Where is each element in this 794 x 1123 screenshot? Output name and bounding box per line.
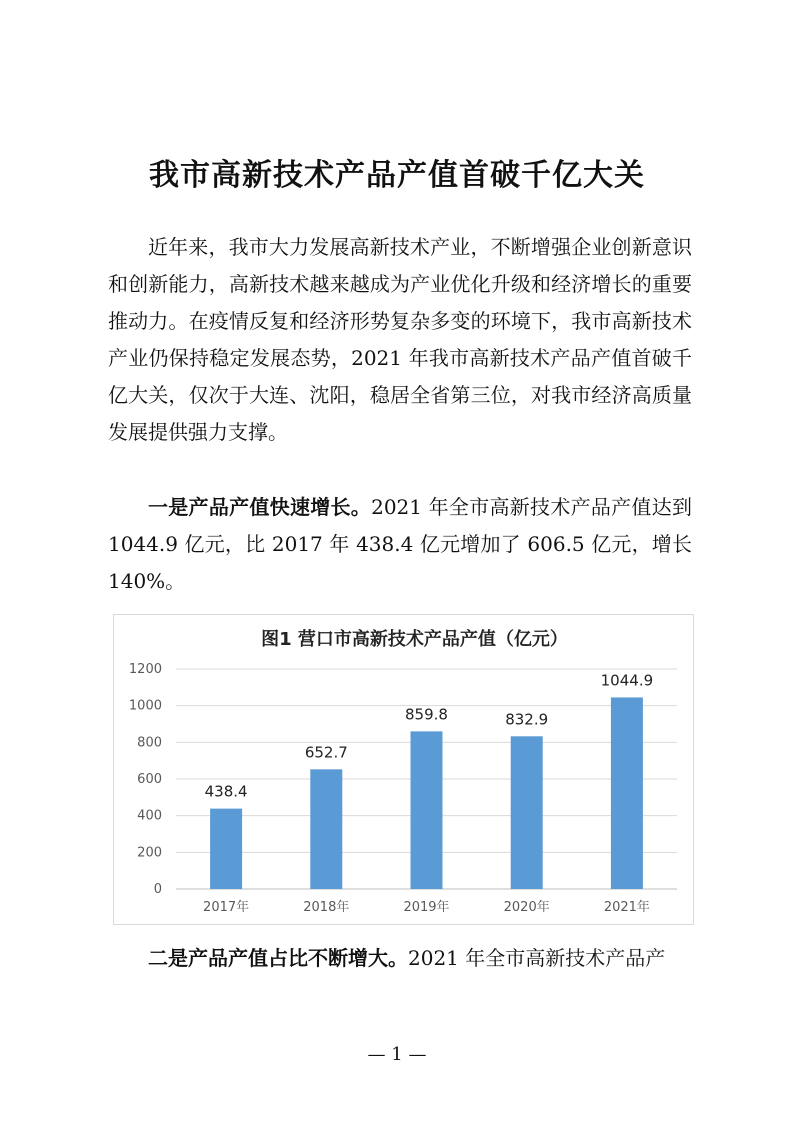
bar-value-label: 1044.9 [600, 671, 654, 690]
bar-value-label: 832.9 [505, 710, 549, 729]
section-2-lead: 二是产品产值占比不断增大。 [148, 946, 408, 970]
section-1-paragraph [108, 489, 692, 600]
y-tick-label: 1000 [128, 698, 162, 714]
x-tick-label: 2019年 [403, 900, 450, 915]
y-tick-label: 600 [137, 772, 162, 787]
bar-value-label: 438.4 [204, 782, 248, 801]
y-tick-label: 1200 [128, 662, 162, 677]
document-title: 我市高新技术产品产值首破千亿大关 [149, 158, 645, 193]
y-tick-label: 0 [153, 882, 162, 897]
bar [210, 809, 242, 889]
y-tick-label: 200 [137, 845, 162, 861]
intro-paragraph: 近年来，我市大力发展高新技术产业，不断增强企业创新意识和创新能力，高新技术越来越成为产业优化升级和经济增长的重要推动力。在疫情反复和经济形势复杂多变的环境下，我市高新技术产业仍保持稳定发展态势，2021 年我市高新技术产品产值首破千亿大关，仅次于大连、沈阳，稳居全省第三位，对我市经济高质量发展提供强力支撑。 [108, 235, 692, 444]
x-tick-label: 2018年 [303, 900, 350, 915]
section-2-paragraph [108, 940, 692, 977]
x-tick-label: 2021年 [603, 900, 650, 915]
bar [611, 697, 643, 889]
bar [411, 731, 443, 889]
section-2-text: 2021 年全市高新技术产品产 [408, 946, 666, 970]
x-tick-label: 2020年 [503, 900, 550, 915]
chart-title: 图1 营口市高新技术产品产值（亿元） [261, 629, 568, 650]
bar [310, 769, 342, 889]
y-tick-label: 400 [137, 808, 162, 824]
output-value-chart [113, 614, 694, 925]
section-1-text: 2021 年全市高新技术产品产值达到 1044.9 亿元，比 2017 年 438.4 亿元增加了 606.5 亿元，增长140%。 [108, 495, 692, 593]
bar-value-label: 652.7 [304, 743, 348, 762]
x-tick-label: 2017年 [203, 900, 250, 915]
bar [511, 736, 543, 889]
y-tick-label: 800 [137, 735, 162, 751]
page-number: — 1 — [367, 1044, 427, 1065]
section-1-lead: 一是产品产值快速增长。 [148, 495, 372, 519]
bar-chart-svg [114, 615, 693, 924]
bar-value-label: 859.8 [405, 705, 448, 724]
